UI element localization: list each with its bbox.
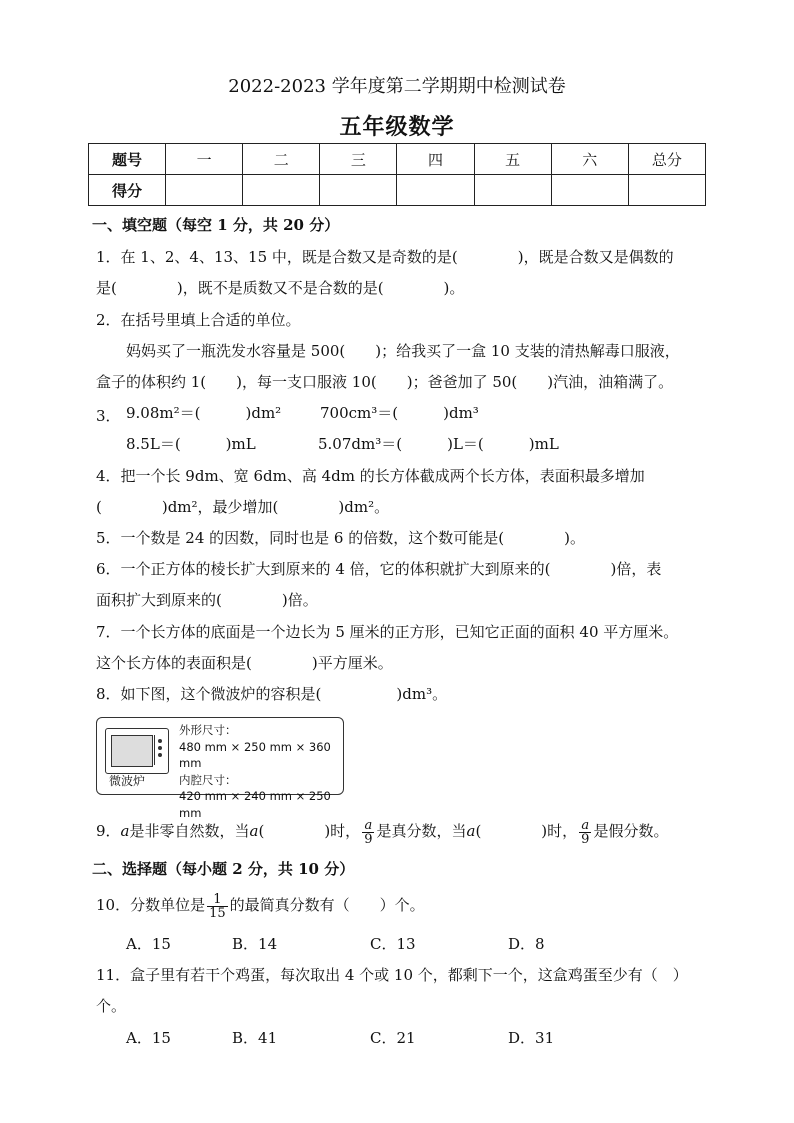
question-6-line-1: 6．一个正方体的棱长扩大到原来的 4 倍，它的体积就扩大到原来的( )倍，表 bbox=[96, 560, 662, 578]
microwave-figure bbox=[96, 717, 344, 820]
score-input-cell[interactable] bbox=[551, 175, 628, 206]
question-11-option-d[interactable]: D．31 bbox=[508, 1029, 555, 1047]
question-2-line-1: 2．在括号里填上合适的单位。 bbox=[96, 311, 301, 329]
question-3-number: 3． bbox=[96, 407, 121, 425]
score-table-cell: 三 bbox=[320, 144, 397, 175]
score-table-score-row bbox=[89, 175, 706, 206]
question-3-part-c: 8.5L＝( )mL bbox=[126, 435, 256, 453]
score-table-cell: 六 bbox=[551, 144, 628, 175]
question-11-line-2: 个。 bbox=[96, 997, 127, 1015]
question-1-line-2: 是( )，既不是质数又不是合数的是( )。 bbox=[96, 279, 465, 297]
microwave-label: 微波炉 bbox=[109, 774, 146, 788]
score-table-cell: 一 bbox=[166, 144, 243, 175]
question-11-line-1: 11．盒子里有若干个鸡蛋，每次取出 4 个或 10 个，都剩下一个，这盒鸡蛋至少有（ ） bbox=[96, 966, 688, 984]
question-6-line-2: 面积扩大到原来的( )倍。 bbox=[96, 591, 318, 609]
question-3-part-a: 9.08m²＝( )dm² bbox=[126, 404, 282, 422]
score-input-cell[interactable] bbox=[166, 175, 243, 206]
question-11-option-b[interactable]: B．41 bbox=[232, 1029, 278, 1047]
score-input-cell[interactable] bbox=[397, 175, 474, 206]
exam-subtitle: 五年级数学 bbox=[339, 114, 455, 140]
question-11-option-c[interactable]: C．21 bbox=[370, 1029, 416, 1047]
question-7-line-1: 7．一个长方体的底面是一个边长为 5 厘米的正方形，已知它正面的面积 40 平方厘米。 bbox=[96, 623, 679, 641]
score-table-cell: 得分 bbox=[89, 175, 166, 206]
score-table-cell: 五 bbox=[474, 144, 551, 175]
exam-title: 2022-2023 学年度第二学期期中检测试卷 bbox=[228, 76, 566, 97]
question-5: 5．一个数是 24 的因数，同时也是 6 的倍数，这个数可能是( )。 bbox=[96, 529, 585, 547]
question-3-part-b: 700cm³＝( )dm³ bbox=[320, 404, 479, 422]
score-table bbox=[88, 143, 706, 206]
fraction-a-over-9: $\frac{a}{9}$ bbox=[364, 817, 373, 847]
question-7-line-2: 这个长方体的表面积是( )平方厘米。 bbox=[96, 654, 393, 672]
question-3-part-d: 5.07dm³＝( )L＝( )mL bbox=[318, 435, 559, 453]
fraction-1-over-15: $\frac{1}{15}$ bbox=[209, 891, 226, 921]
question-9: 9．a是非零自然数，当a( )时， $\frac{a}{9}$ 是真分数，当a( )时， $\frac{a}{9}$ 是假分数。 bbox=[96, 817, 669, 847]
question-10-option-c[interactable]: C．13 bbox=[370, 935, 416, 953]
question-10-option-a[interactable]: A．15 bbox=[126, 935, 171, 953]
score-table-cell: 总分 bbox=[628, 144, 705, 175]
question-2-line-3: 盒子的体积约 1( )，每一支口服液 10( )；爸爸加了 50( )汽油，油箱满了。 bbox=[96, 373, 674, 391]
question-10-option-d[interactable]: D．8 bbox=[508, 935, 545, 953]
question-4-line-2: ( )dm²，最少增加( )dm²。 bbox=[96, 498, 390, 516]
score-table-header-row bbox=[89, 144, 706, 175]
score-table-cell: 四 bbox=[397, 144, 474, 175]
microwave-icon bbox=[105, 728, 169, 774]
microwave-dimensions bbox=[179, 722, 343, 821]
section-heading: 二、选择题（每小题 2 分，共 10 分） bbox=[92, 860, 355, 878]
score-input-cell[interactable] bbox=[474, 175, 551, 206]
score-input-cell[interactable] bbox=[243, 175, 320, 206]
section-heading: 一、填空题（每空 1 分，共 20 分） bbox=[92, 216, 340, 234]
question-10-option-b[interactable]: B．14 bbox=[232, 935, 278, 953]
question-11-option-a[interactable]: A．15 bbox=[126, 1029, 171, 1047]
score-input-cell[interactable] bbox=[628, 175, 705, 206]
question-8: 8．如下图，这个微波炉的容积是( )dm³。 bbox=[96, 685, 448, 703]
question-4-line-1: 4．把一个长 9dm、宽 6dm、高 4dm 的长方体截成两个长方体，表面积最多增加 bbox=[96, 467, 645, 485]
outer-size-title: 外形尺寸： bbox=[179, 723, 237, 737]
score-table-cell: 题号 bbox=[89, 144, 166, 175]
question-2-line-2: 妈妈买了一瓶洗发水容量是 500( )；给我买了一盒 10 支装的清热解毒口服液， bbox=[126, 342, 680, 360]
fraction-a-over-9: $\frac{a}{9}$ bbox=[581, 817, 590, 847]
question-10: 10．分数单位是 $\frac{1}{15}$ 的最简真分数有（ ）个。 bbox=[96, 891, 425, 921]
score-table-cell: 二 bbox=[243, 144, 320, 175]
question-1-line-1: 1．在 1、2、4、13、15 中，既是合数又是奇数的是( )，既是合数又是偶数的 bbox=[96, 248, 674, 266]
inner-size-title: 内腔尺寸： bbox=[179, 772, 237, 787]
outer-size-value: 480 mm × 250 mm × 360 mm bbox=[179, 739, 331, 770]
inner-size-value: 420 mm × 240 mm × 250 mm bbox=[179, 789, 331, 820]
score-input-cell[interactable] bbox=[320, 175, 397, 206]
